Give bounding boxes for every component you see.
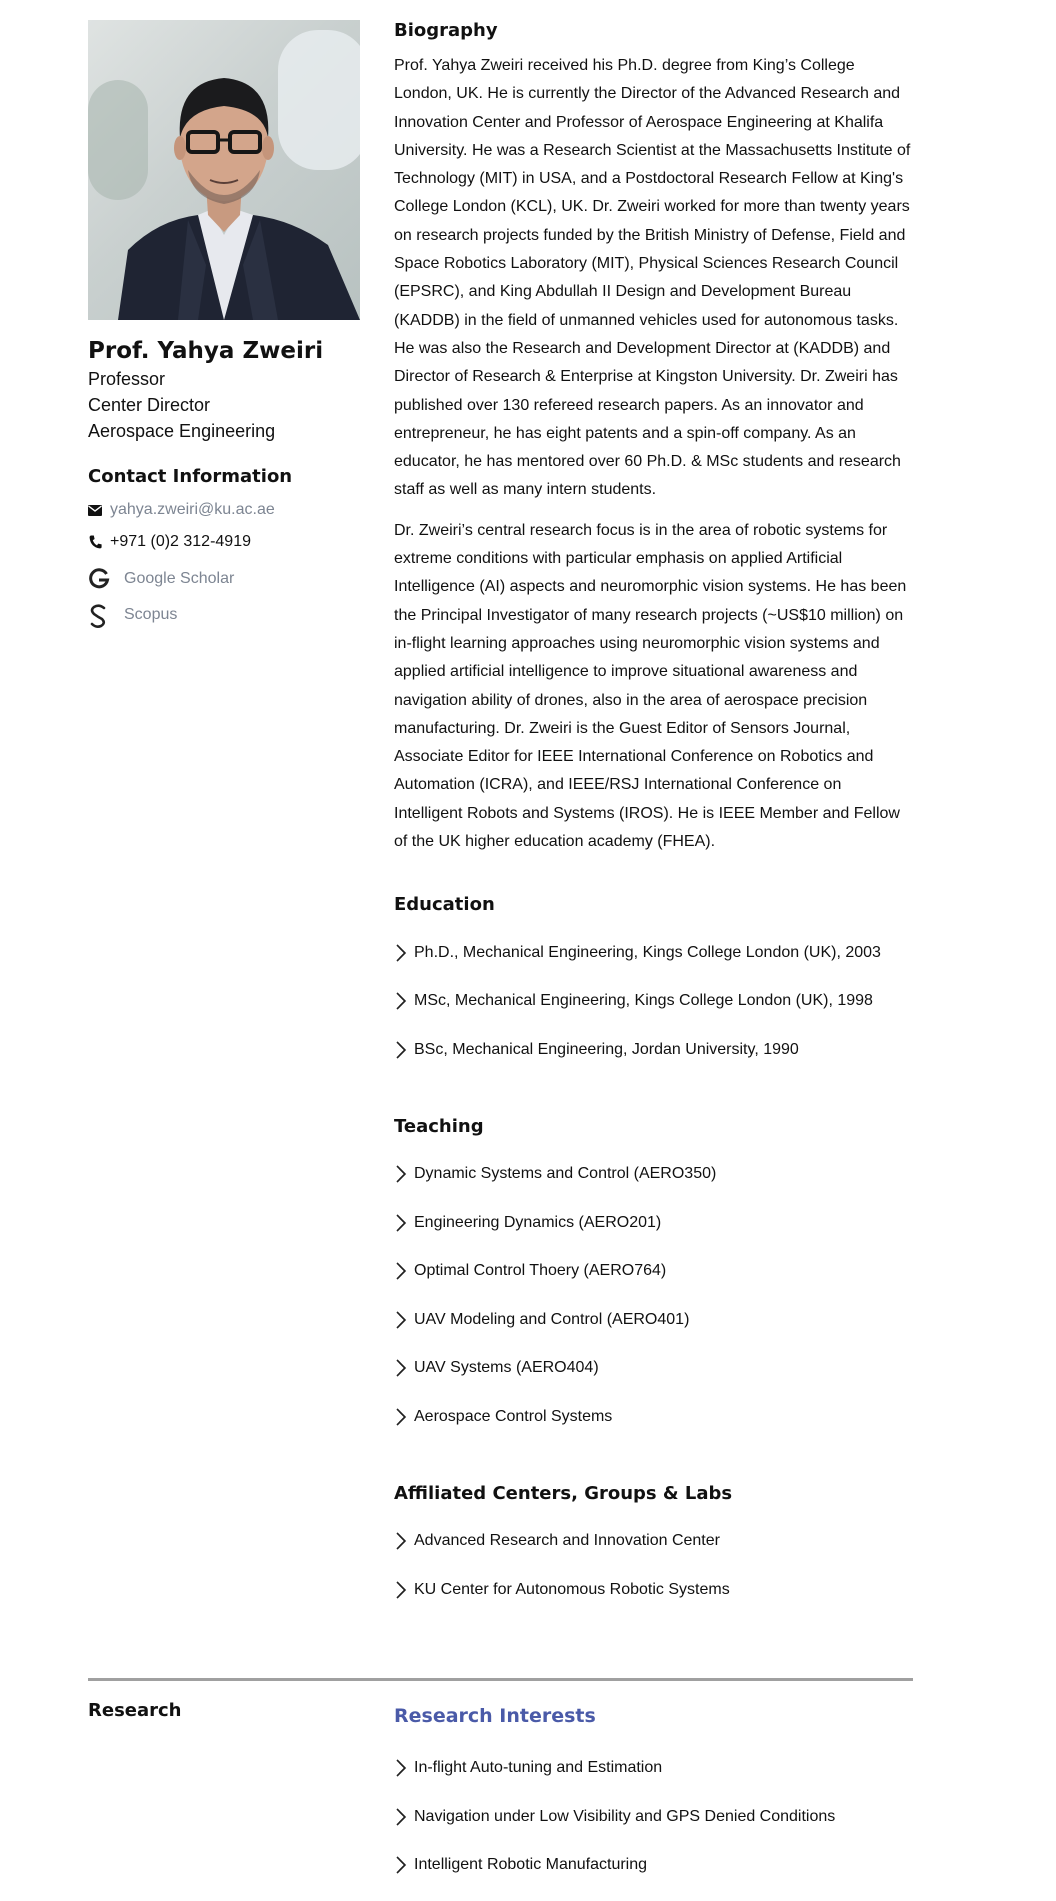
affiliation-item[interactable] [394,1565,914,1614]
chevron-right-icon [394,943,408,963]
affiliation-item-text: Advanced Research and Innovation Center [414,1532,720,1550]
research-interest-text: Navigation under Low Visibility and GPS Denied Conditions [414,1807,836,1825]
envelope-icon [88,503,102,517]
research-interests [394,1702,914,1890]
profile-name: Prof. Yahya Zweiri [88,338,324,364]
chevron-right-icon [394,1807,408,1827]
research-section-label: Research [88,1700,182,1721]
profile-sidebar [88,20,360,626]
biography-paragraph: Prof. Yahya Zweiri received his Ph.D. degree from King’s College London, UK. He is currently the Director of the Advanced Research and Innovation Center and Professor of Aerospace Engineering at Khalifa University. He was a Research Scientist at the Massachusetts Institute of Technology (MIT) in USA, and a Postdoctoral Research Fellow at King's College London (KCL), UK. Dr. Zweiri worked for more than twenty years on research projects funded by the British Ministry of Defense, Field and Space Robotics Laboratory (MIT), Physical Sciences Research Council (EPSRC), and King Abdullah II Design and Development Bureau (KADDB) in the field of unmanned vehicles used for autonomous tasks. He was also the Research and Development Director at (KADDB) and Director of Research & Enterprise at Kingston University. Dr. Zweiri has published over 130 refereed research papers. As an innovator and entrepreneur, he has eight patents and a spin-off company. As an educator, he has mentored over 60 Ph.D. & MSc students and research staff as well as many intern students. [394,57,911,499]
research-interest-item [394,1744,914,1793]
teaching-item [394,1198,914,1247]
profile-role-title: Professor [88,369,166,389]
research-interest-item [394,1841,914,1890]
research-interests-title: Research Interests [394,1705,596,1727]
education-item-text: Ph.D., Mechanical Engineering, Kings College London (UK), 2003 [414,943,881,961]
biography-title: Biography [394,20,498,41]
teaching-item-text: Dynamic Systems and Control (AERO350) [414,1165,717,1183]
profile-role-position: Center Director [88,395,211,415]
biography-paragraph: Dr. Zweiri’s central research focus is in the area of robotic systems for extreme conditions with particular emphasis on applied Artificial Intelligence (AI) aspects and neuromorphic vision systems. He has been the Principal Investigator of many research projects (~US$10 million) on in-flight learning approaches using neuromorphic vision systems and applied artificial intelligence to improve situational awareness and navigation ability of drones, also in the area of aerospace precision manufacturing. Dr. Zweiri is the Guest Editor of Sensors Journal, Associate Editor for IEEE International Conference on Robotics and Automation (ICRA), and IEEE/RSJ International Conference on Intelligent Robots and Systems (IROS). He is IEEE Member and Fellow of the UK higher education academy (FHEA). [394,521,907,851]
teaching-item-text: UAV Modeling and Control (AERO401) [414,1310,690,1328]
education-list [394,928,914,1074]
chevron-right-icon [394,1213,408,1233]
google-scholar-link[interactable] [88,568,360,590]
teaching-list [394,1150,914,1441]
phone-row [88,530,360,554]
teaching-item-text: UAV Systems (AERO404) [414,1359,599,1377]
scopus-label: Scopus [124,606,178,623]
affiliation-item[interactable] [394,1517,914,1566]
chevron-right-icon [394,1407,408,1427]
profile-main [394,18,914,1614]
section-divider [88,1678,913,1681]
chevron-right-icon [394,1855,408,1875]
phone-number[interactable]: +971 (0)2 312-4919 [110,533,251,550]
chevron-right-icon [394,1164,408,1184]
research-interests-list [394,1744,914,1890]
education-title: Education [394,894,495,916]
teaching-title: Teaching [394,1115,484,1137]
education-item-text: MSc, Mechanical Engineering, Kings College London (UK), 1998 [414,992,873,1010]
affiliation-item-text: KU Center for Autonomous Robotic Systems [414,1580,730,1598]
teaching-item-text: Engineering Dynamics (AERO201) [414,1213,662,1231]
contact-title: Contact Information [88,466,293,487]
chevron-right-icon [394,1358,408,1378]
scopus-s-icon [88,604,110,626]
google-g-icon [88,568,110,590]
chevron-right-icon [394,1531,408,1551]
education-item [394,977,914,1026]
teaching-item [394,1150,914,1199]
research-interest-text: In-flight Auto-tuning and Estimation [414,1759,663,1777]
research-interest-item [394,1793,914,1842]
google-scholar-label: Google Scholar [124,570,235,587]
education-item [394,928,914,977]
chevron-right-icon [394,1758,408,1778]
research-interest-text: Intelligent Robotic Manufacturing [414,1856,648,1874]
affiliations-list [394,1517,914,1614]
chevron-right-icon [394,1310,408,1330]
phone-icon [88,535,102,549]
teaching-item [394,1247,914,1296]
education-item-text: BSc, Mechanical Engineering, Jordan University, 1990 [414,1040,799,1058]
profile-role-department: Aerospace Engineering [88,421,276,441]
teaching-item [394,1392,914,1441]
chevron-right-icon [394,1580,408,1600]
chevron-right-icon [394,1261,408,1281]
profile-photo [88,20,360,320]
teaching-item [394,1344,914,1393]
scopus-link[interactable] [88,604,360,626]
teaching-item-text: Optimal Control Thoery (AERO764) [414,1262,667,1280]
email-row [88,498,360,522]
affiliations-title: Affiliated Centers, Groups & Labs [394,1482,733,1504]
chevron-right-icon [394,1040,408,1060]
teaching-item [394,1295,914,1344]
education-item [394,1025,914,1074]
chevron-right-icon [394,991,408,1011]
email-link[interactable]: yahya.zweiri@ku.ac.ae [110,501,275,518]
teaching-item-text: Aerospace Control Systems [414,1407,613,1425]
